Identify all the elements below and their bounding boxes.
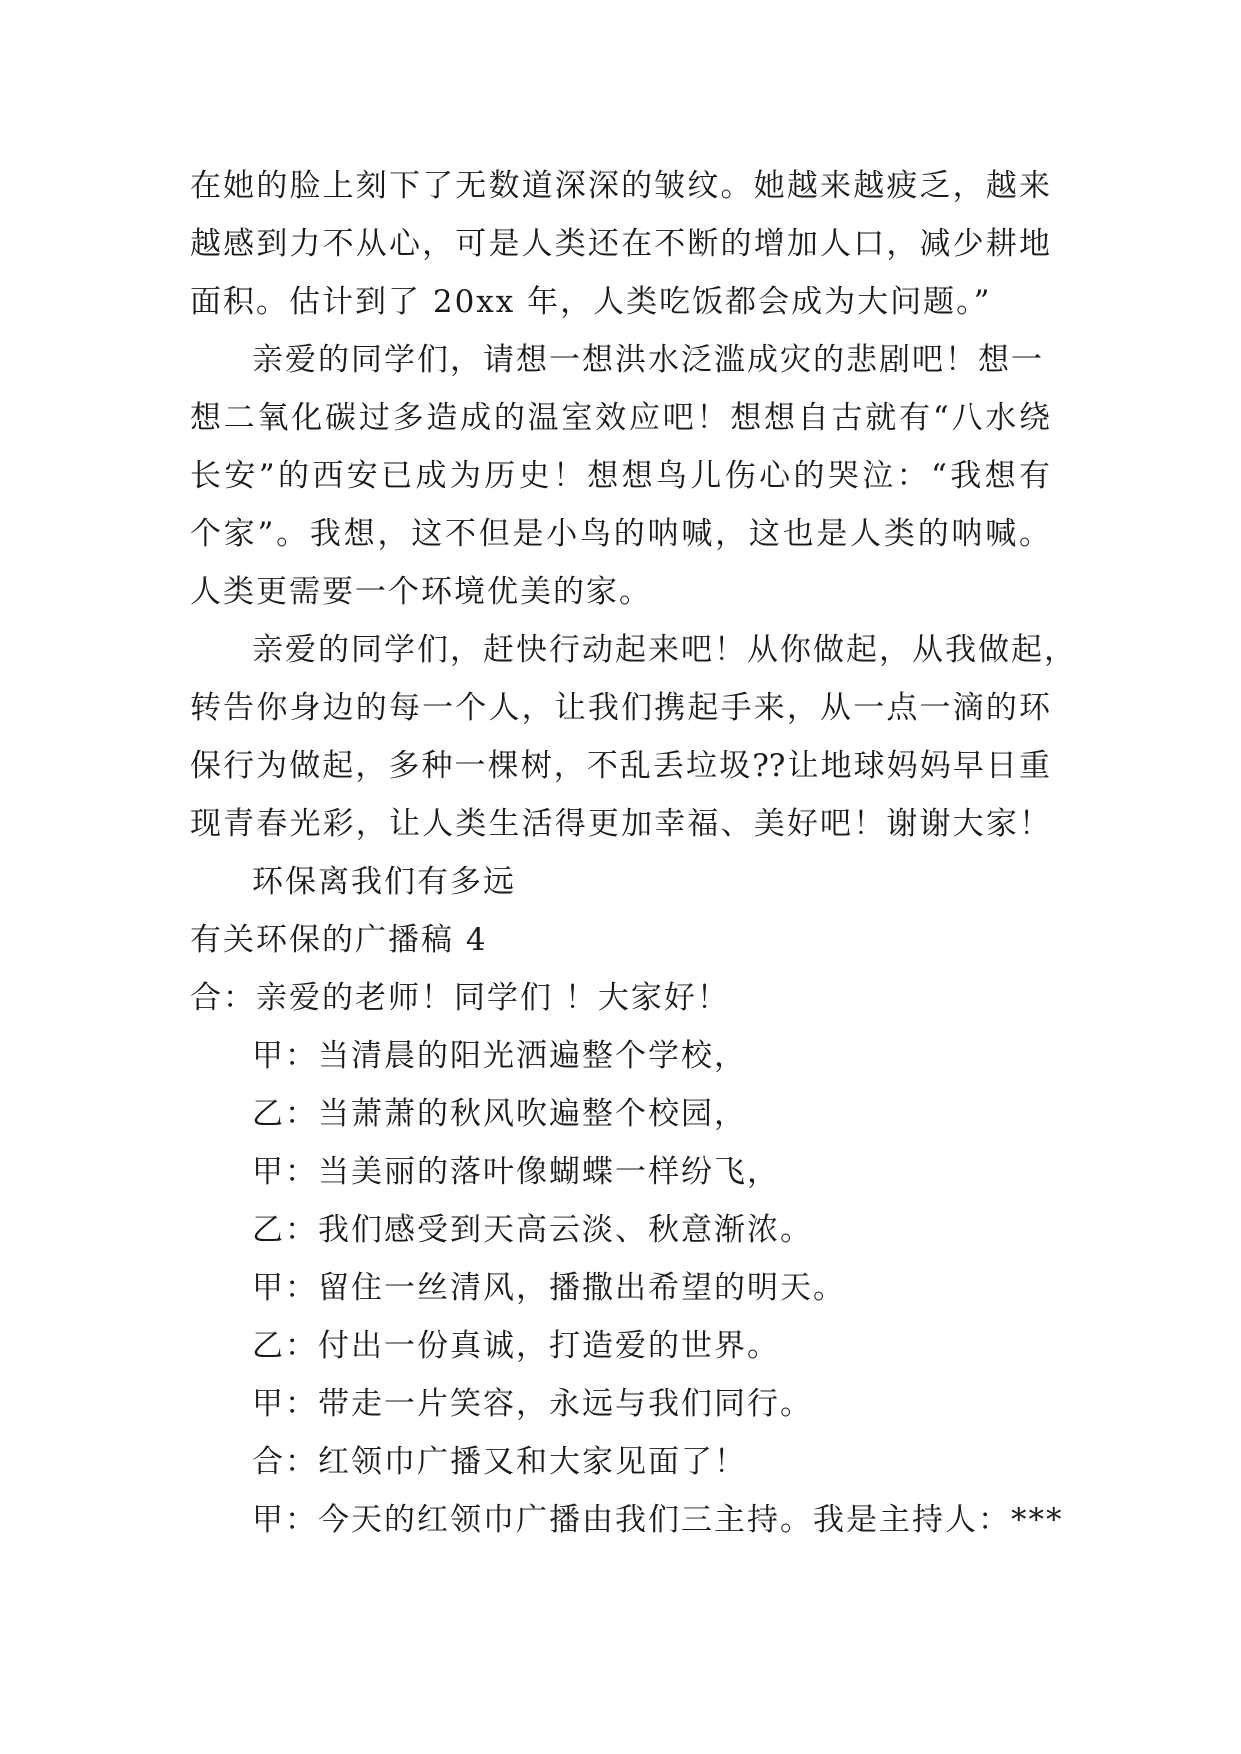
- section-title: 有关环保的广播稿 4: [190, 922, 488, 958]
- paragraph-line: 人类更需要一个环境优美的家。: [190, 574, 652, 610]
- paragraph-line: 越感到力不从心，可是人类还在不断的增加人口，减少耕地: [190, 226, 1050, 262]
- paragraph-line: 想二氧化碳过多造成的温室效应吧！想想自古就有“八水绕: [190, 400, 1050, 436]
- paragraph-line: 现青春光彩，让人类生活得更加幸福、美好吧！谢谢大家！: [190, 806, 1050, 842]
- dialogue-line: 甲：带走一片笑容，永远与我们同行。: [252, 1386, 813, 1422]
- paragraph-line: 面积。估计到了 20xx 年，人类吃饭都会成为大问题。”: [190, 284, 992, 320]
- paragraph-line: 在她的脸上刻下了无数道深深的皱纹。她越来越疲乏，越来: [190, 168, 1050, 204]
- dialogue-line: 甲：当清晨的阳光洒遍整个学校，: [252, 1038, 747, 1074]
- dialogue-line: 合：红领巾广播又和大家见面了！: [252, 1444, 747, 1480]
- dialogue-line: 甲：留住一丝清风，播撒出希望的明天。: [252, 1270, 846, 1306]
- paragraph-line: 个家”。我想，这不但是小鸟的呐喊，这也是人类的呐喊。: [190, 516, 1050, 552]
- paragraph-line: 长安”的西安已成为历史！想想鸟儿伤心的哭泣：“我想有: [190, 458, 1050, 494]
- dialogue-line: 乙：付出一份真诚，打造爱的世界。: [252, 1328, 780, 1364]
- section-subtitle: 环保离我们有多远: [252, 864, 516, 900]
- paragraph-line: 亲爱的同学们，请想一想洪水泛滥成灾的悲剧吧！想一: [252, 342, 1044, 378]
- paragraph-line: 转告你身边的每一个人，让我们携起手来，从一点一滴的环: [190, 690, 1050, 726]
- dialogue-line: 合：亲爱的老师！同学们 ！大家好！: [190, 980, 730, 1016]
- dialogue-line: 乙：当萧萧的秋风吹遍整个校园，: [252, 1096, 747, 1132]
- paragraph-line: 保行为做起，多种一棵树，不乱丢垃圾??让地球妈妈早日重: [190, 748, 1050, 784]
- paragraph-line: 亲爱的同学们，赶快行动起来吧！从你做起，从我做起，: [252, 632, 1077, 668]
- dialogue-line: 甲：今天的红领巾广播由我们三主持。我是主持人：***: [252, 1502, 1064, 1538]
- dialogue-line: 乙：我们感受到天高云淡、秋意渐浓。: [252, 1212, 813, 1248]
- dialogue-line: 甲：当美丽的落叶像蝴蝶一样纷飞，: [252, 1154, 780, 1190]
